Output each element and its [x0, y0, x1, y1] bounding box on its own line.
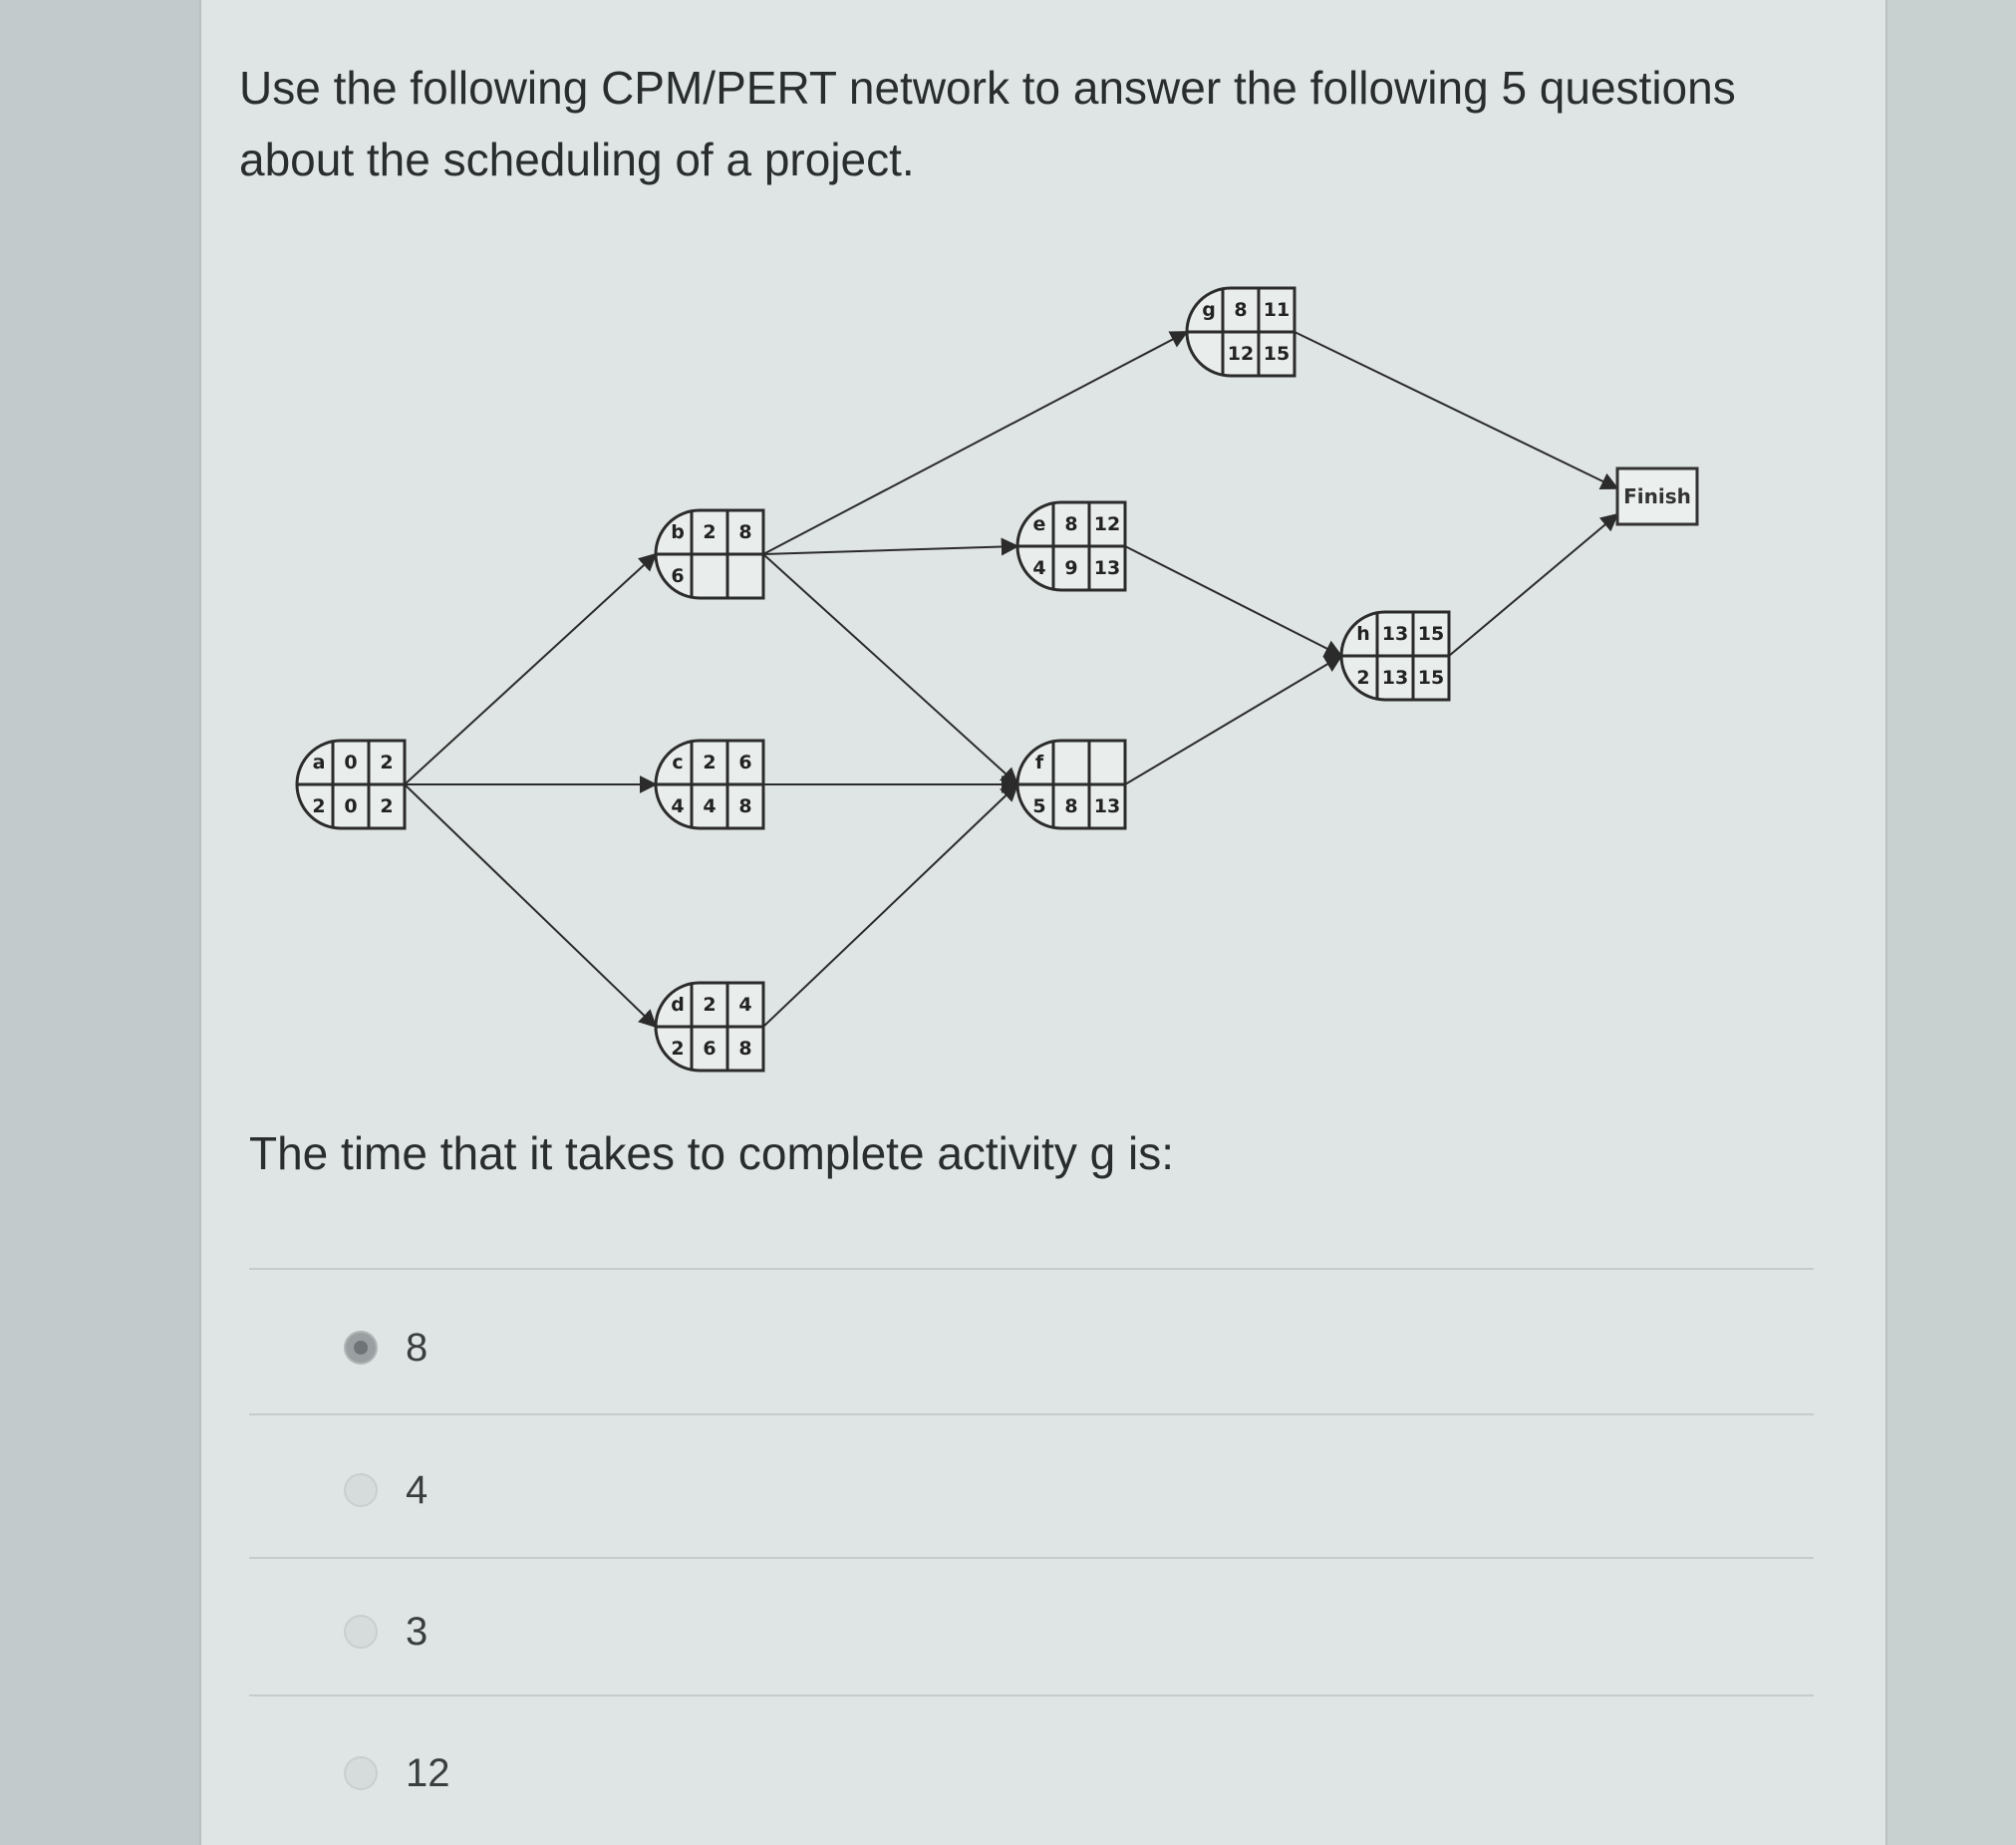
option-label: 8 [406, 1325, 429, 1370]
node-h-bottom-cell: 15 [1417, 667, 1445, 689]
option-label: 3 [406, 1609, 429, 1654]
node-b-top-cell: b [671, 521, 685, 543]
radio-button[interactable] [344, 1615, 378, 1649]
node-a-top-cell: 0 [344, 752, 358, 773]
divider [249, 1694, 1814, 1696]
node-h-bottom-cell: 2 [1356, 667, 1370, 689]
answer-option-3[interactable] [344, 1607, 428, 1657]
radio-button[interactable] [344, 1756, 378, 1790]
node-a-top-cell: 2 [380, 752, 394, 773]
edge-g-finish [1295, 332, 1617, 488]
node-a-bottom-cell: 0 [344, 795, 358, 817]
node-c-bottom-cell: 4 [671, 795, 685, 817]
node-e-top-cell: e [1032, 513, 1046, 535]
finish-label: Finish [1623, 484, 1691, 508]
node-h-top-cell: h [1356, 623, 1370, 645]
edge-f-h [1125, 656, 1341, 784]
node-f-bottom-cell: 13 [1093, 795, 1121, 817]
node-c-bottom-cell: 4 [703, 795, 717, 817]
edge-b-f [763, 554, 1017, 784]
edge-a-d [405, 784, 656, 1027]
node-a-bottom-cell: 2 [380, 795, 394, 817]
edge-b-e [763, 546, 1017, 554]
node-g [1187, 288, 1295, 376]
answer-option-4[interactable] [344, 1465, 428, 1515]
node-f [1017, 741, 1125, 828]
node-c [656, 741, 763, 828]
edge-h-finish [1449, 514, 1617, 656]
option-label: 12 [406, 1750, 450, 1795]
sub-question: The time that it takes to complete activity g is: [249, 1127, 1175, 1179]
node-e-top-cell: 12 [1093, 513, 1121, 535]
edge-d-f [763, 784, 1017, 1027]
divider [249, 1413, 1814, 1415]
node-d-top-cell: d [671, 994, 685, 1016]
node-d [656, 983, 763, 1071]
answer-option-12[interactable] [344, 1748, 450, 1798]
node-b-top-cell: 2 [703, 521, 717, 543]
node-h-top-cell: 15 [1417, 623, 1445, 645]
edge-a-b [405, 554, 656, 784]
node-d-bottom-cell: 6 [703, 1038, 717, 1060]
option-label: 4 [406, 1467, 429, 1512]
node-e-bottom-cell: 9 [1064, 557, 1078, 579]
node-g-top-cell: g [1202, 299, 1216, 321]
node-h-bottom-cell: 13 [1381, 667, 1409, 689]
node-g-bottom-cell: 12 [1227, 343, 1255, 365]
node-h [1341, 612, 1449, 700]
answer-option-8[interactable] [344, 1323, 428, 1373]
node-d-top-cell: 4 [738, 994, 752, 1016]
node-g-bottom-cell: 15 [1263, 343, 1291, 365]
node-d-bottom-cell: 2 [671, 1038, 685, 1060]
radio-button[interactable] [344, 1331, 378, 1365]
node-g-top-cell: 8 [1234, 299, 1248, 321]
node-a [297, 741, 405, 828]
question-line-2: about the scheduling of a project. [239, 134, 915, 185]
network-nodes [297, 288, 1449, 1071]
node-h-top-cell: 13 [1381, 623, 1409, 645]
node-f-top-cell: f [1034, 752, 1044, 773]
radio-button[interactable] [344, 1473, 378, 1507]
node-e [1017, 502, 1125, 590]
node-f-bottom-cell: 8 [1064, 795, 1078, 817]
node-d-top-cell: 2 [703, 994, 717, 1016]
edge-e-h [1125, 546, 1341, 656]
node-e-bottom-cell: 4 [1032, 557, 1046, 579]
node-c-bottom-cell: 8 [738, 795, 752, 817]
node-g-top-cell: 11 [1263, 299, 1291, 321]
node-b-top-cell: 8 [738, 521, 752, 543]
node-a-bottom-cell: 2 [312, 795, 326, 817]
node-f-bottom-cell: 5 [1032, 795, 1046, 817]
node-c-top-cell: 2 [703, 752, 717, 773]
node-b-bottom-cell: 6 [671, 565, 685, 587]
node-e-bottom-cell: 13 [1093, 557, 1121, 579]
divider [249, 1557, 1814, 1559]
finish-node [1617, 468, 1697, 524]
node-c-top-cell: c [672, 752, 684, 773]
node-e-top-cell: 8 [1064, 513, 1078, 535]
divider [249, 1268, 1814, 1270]
node-d-bottom-cell: 8 [738, 1038, 752, 1060]
question-line-1: Use the following CPM/PERT network to answer the following 5 questions [239, 62, 1736, 114]
node-b [656, 510, 763, 598]
node-c-top-cell: 6 [738, 752, 752, 773]
node-a-top-cell: a [312, 752, 326, 773]
